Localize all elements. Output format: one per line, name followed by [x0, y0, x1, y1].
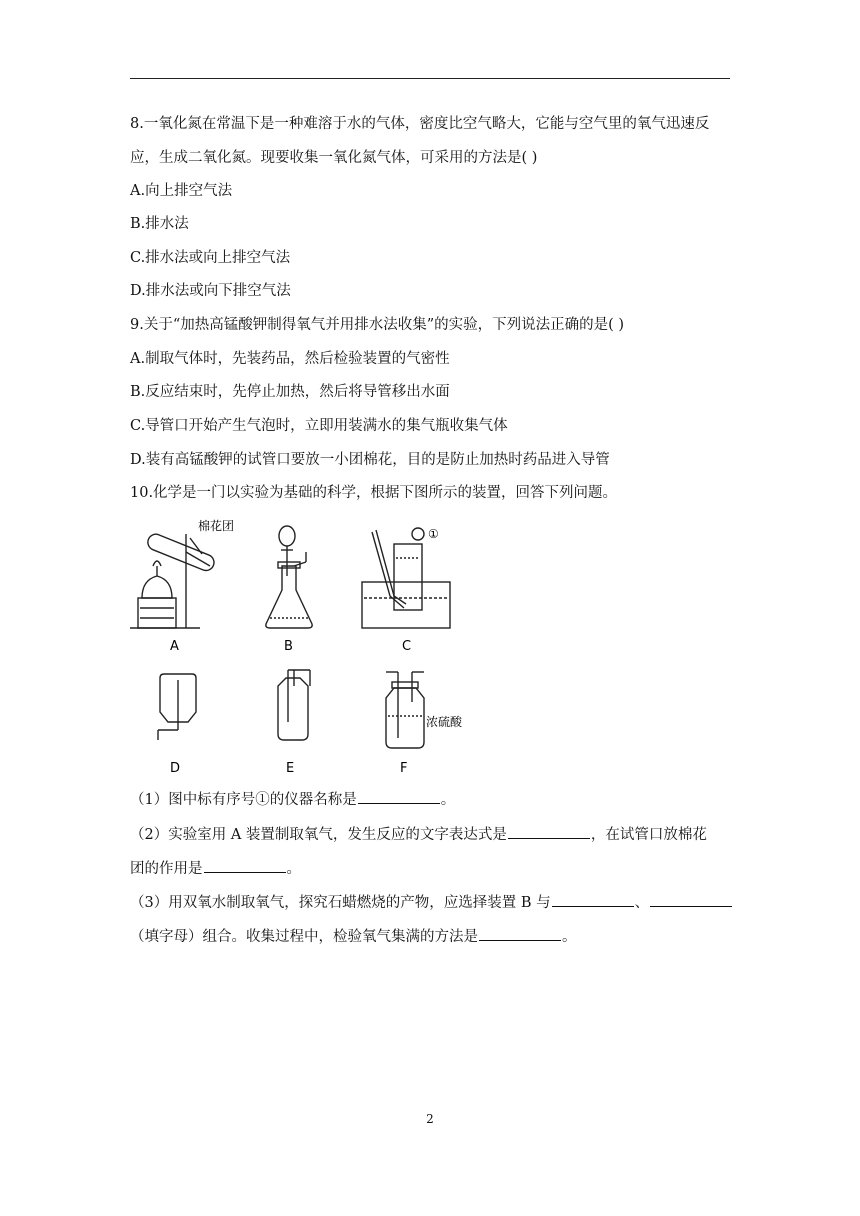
answer-blank-2[interactable] [508, 824, 590, 839]
answer-blank-5[interactable] [650, 892, 732, 907]
q8-stem-line2: 应，生成二氧化氮。现要收集一氧化氮气体，可采用的方法是( ) [130, 150, 538, 166]
q10-sub3-line1: （3）用双氧水制取氧气，探究石蜡燃烧的产物，应选择装置 B 与 、 [130, 892, 733, 913]
header-rule [130, 78, 730, 79]
answer-blank-6[interactable] [479, 926, 561, 941]
q8-option-c: C.排水法或向上排空气法 [130, 250, 291, 266]
q8-option-a: A.向上排空气法 [130, 183, 233, 199]
apparatus-a [130, 532, 216, 628]
apparatus-f [386, 672, 424, 748]
q8-option-b: B.排水法 [130, 216, 189, 232]
apparatus-c [362, 528, 450, 628]
cotton-label: 棉花团 [198, 519, 235, 533]
answer-blank-4[interactable] [552, 892, 634, 907]
q9-option-c: C.导管口开始产生气泡时，立即用装满水的集气瓶收集气体 [130, 418, 508, 434]
label-f: F [400, 761, 408, 776]
q9-option-d: D.装有高锰酸钾的试管口要放一小团棉花，目的是防止加热时药品进入导管 [130, 452, 610, 468]
q8-option-d: D.排水法或向下排空气法 [130, 283, 291, 299]
apparatus-figure [128, 516, 468, 780]
label-c: C [402, 639, 412, 654]
q10-sub1: （1）图中标有序号①的仪器名称是 。 [130, 789, 455, 810]
label-b: B [284, 639, 293, 654]
q10-sub2-line2: 团的作用是 。 [130, 858, 301, 879]
label-d: D [170, 761, 181, 776]
page-number: 2 [426, 1112, 434, 1126]
apparatus-e [278, 670, 310, 740]
q9-option-a: A.制取气体时，先装药品，然后检验装置的气密性 [130, 351, 450, 367]
q9-option-b: B.反应结束时，先停止加热，然后将导管移出水面 [130, 384, 450, 400]
q10-sub3-line2: （填字母）组合。收集过程中，检验氧气集满的方法是 。 [130, 926, 577, 947]
answer-blank-3[interactable] [204, 858, 286, 873]
label-a: A [170, 639, 179, 654]
q10-stem: 10.化学是一门以实验为基础的科学，根据下图所示的装置，回答下列问题。 [130, 485, 618, 501]
apparatus-drawing [128, 516, 468, 780]
label-e: E [286, 761, 295, 776]
q10-sub2-line1: （2）实验室用 A 装置制取氧气，发生反应的文字表达式是 ，在试管口放棉花 [130, 824, 707, 845]
apparatus-d [158, 674, 196, 740]
q8-stem-line1: 8.一氧化氮在常温下是一种难溶于水的气体，密度比空气略大，它能与空气里的氧气迅速反 [130, 116, 710, 132]
answer-blank-1[interactable] [358, 789, 440, 804]
q9-stem: 9.关于“加热高锰酸钾制得氧气并用排水法收集”的实验，下列说法正确的是( ) [130, 317, 625, 333]
apparatus-b [266, 526, 312, 628]
circled-one-label: ① [428, 527, 439, 541]
acid-label: 浓硫酸 [426, 715, 463, 729]
